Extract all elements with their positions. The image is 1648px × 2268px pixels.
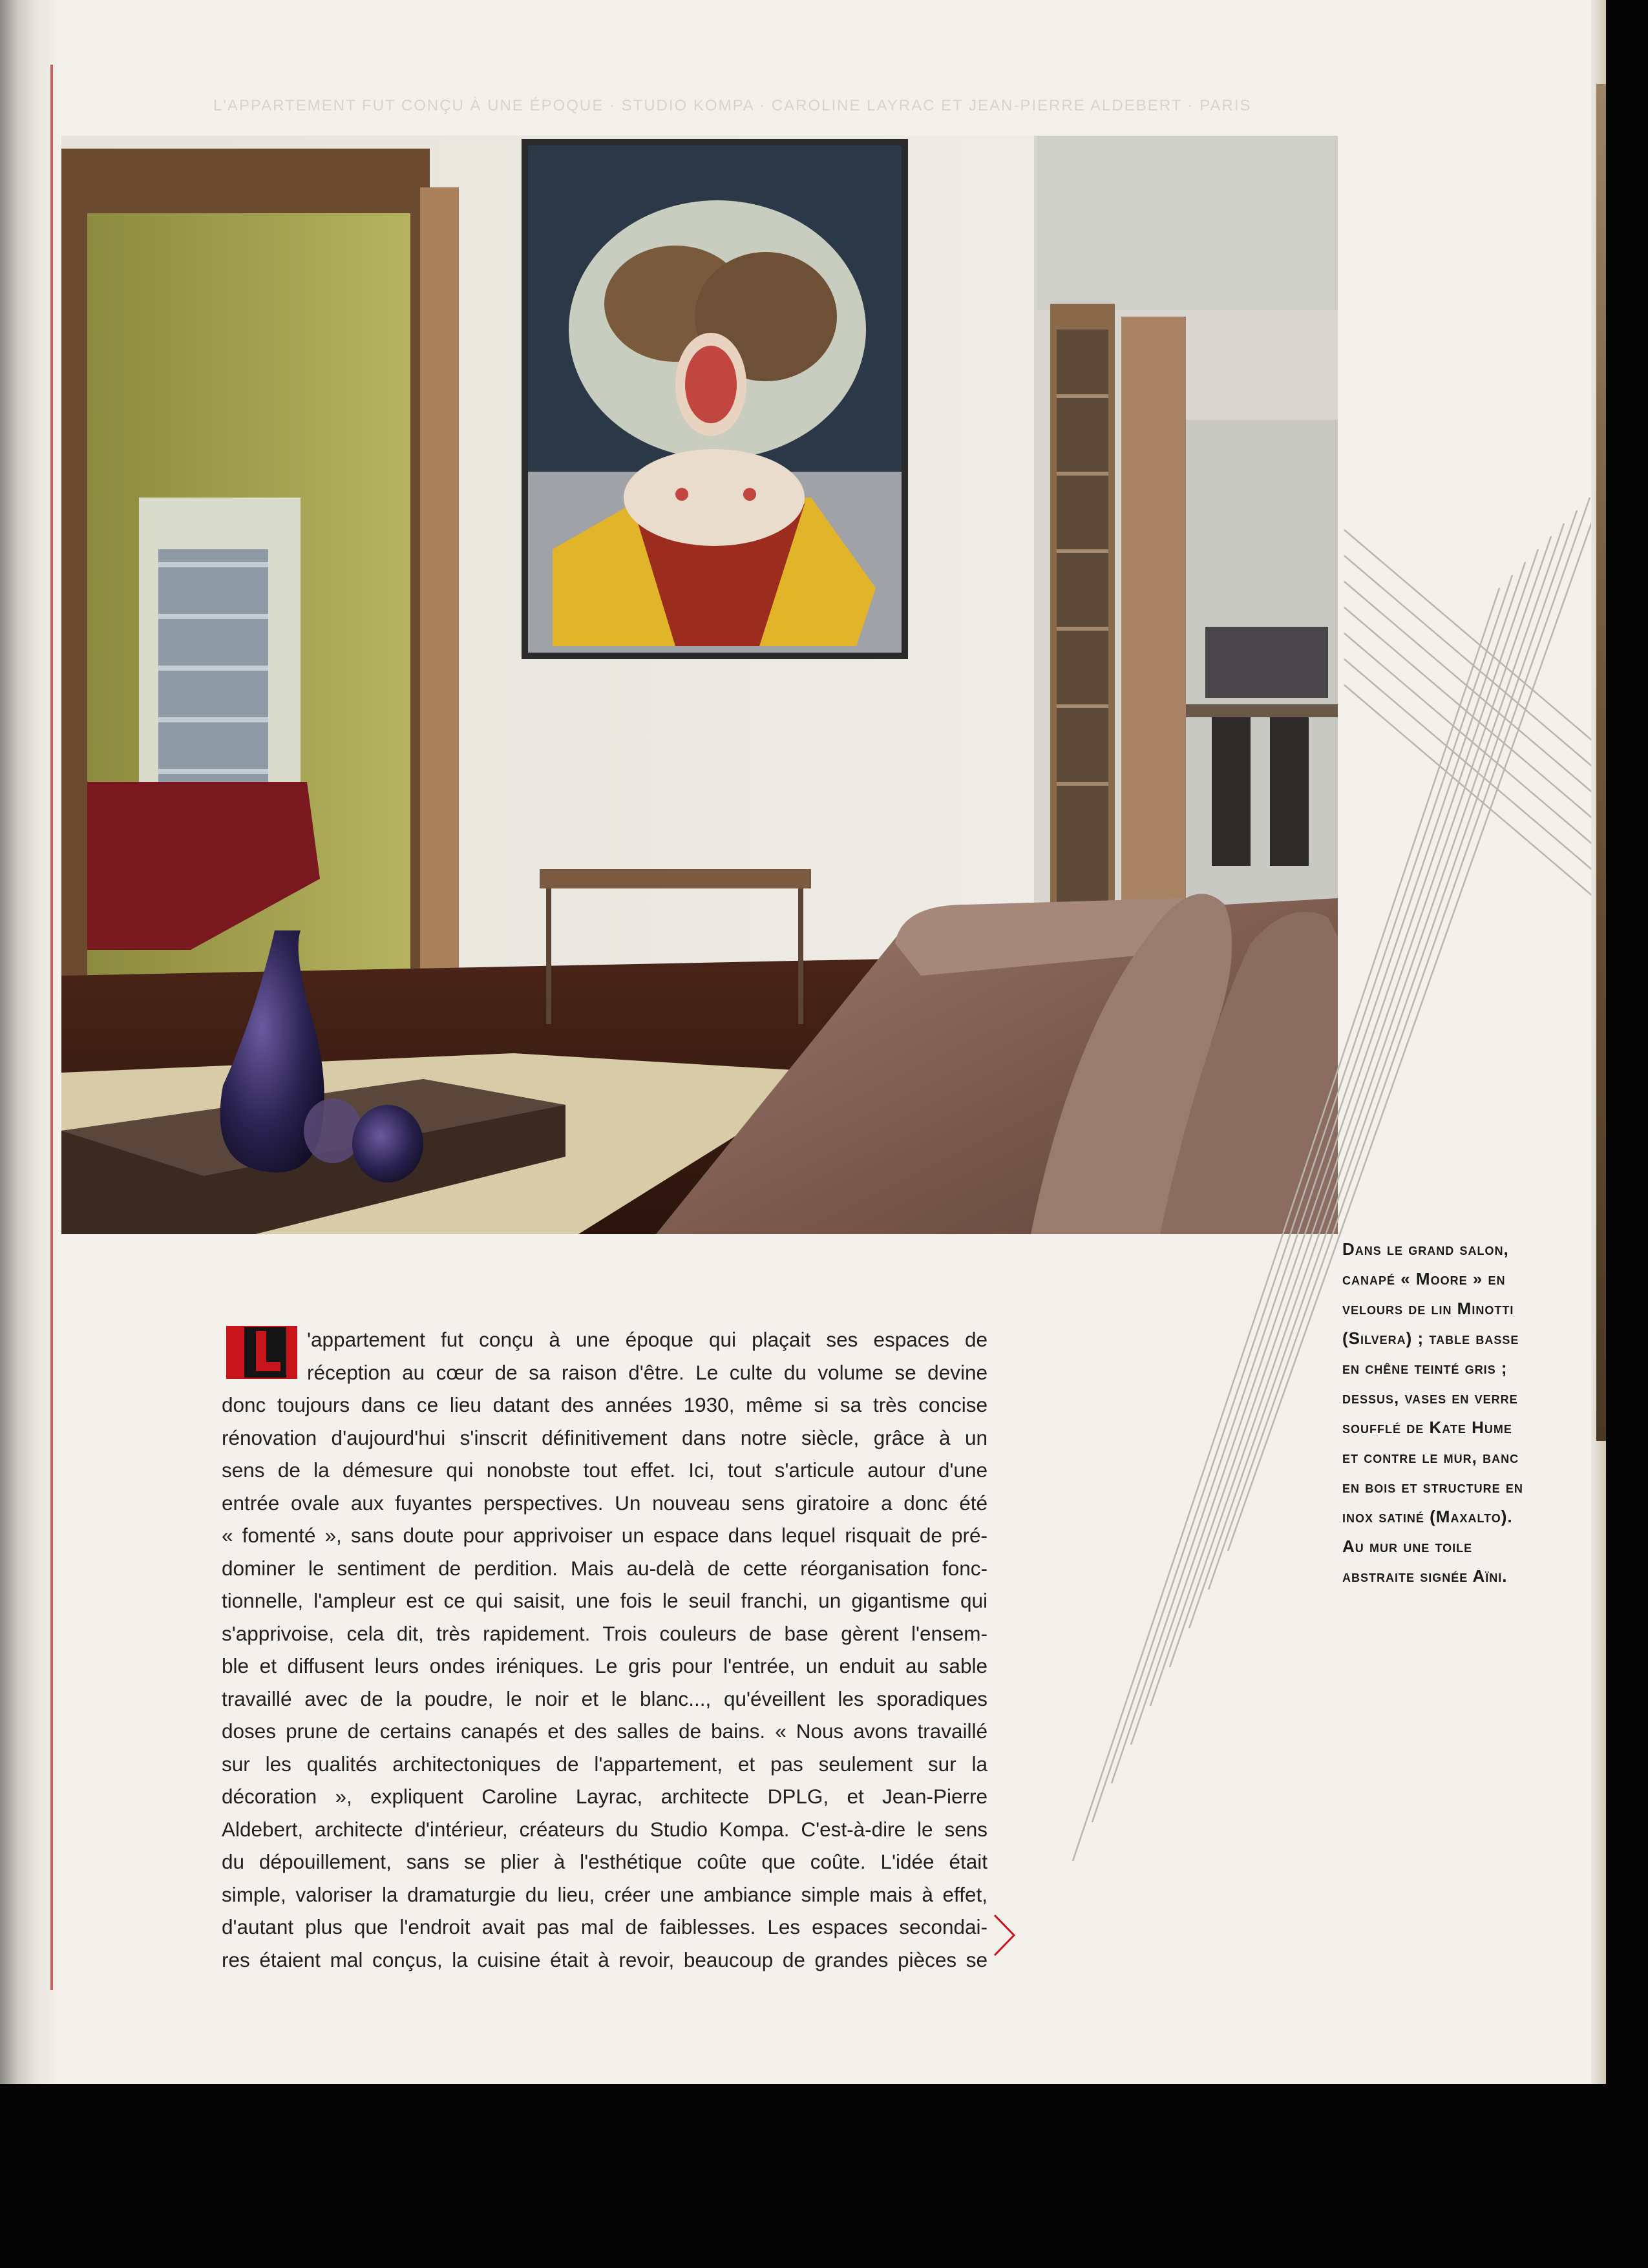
article-line: travaillé avec de la poudre, le noir et le blanc..., qu'éveillent les sporadiques	[222, 1686, 988, 1710]
caption-line: inox satiné (Maxalto).	[1342, 1507, 1513, 1526]
next-page-photo	[1596, 84, 1606, 1441]
caption-line: Au mur une toile	[1342, 1537, 1473, 1556]
caption-line: Dans le grand salon,	[1342, 1239, 1509, 1259]
photo-caption	[1342, 1234, 1562, 1591]
article-line: doses prune de certains canapés et des salles de bains. « Nous avons travaillé	[222, 1719, 988, 1743]
caption-line: canapé « Moore » en	[1342, 1269, 1506, 1288]
running-header: L'APPARTEMENT FUT CONÇU À UNE ÉPOQUE · STUDIO KOMPA · CAROLINE LAYRAC ET JEAN-PIERRE ALDEBERT · PARIS	[213, 97, 1252, 114]
caption-line: velours de lin Minotti	[1342, 1299, 1514, 1318]
article-line: res étaient mal conçus, la cuisine était à revoir, beaucoup de grandes pièces se	[222, 1948, 988, 1971]
article-line: rénovation d'aujourd'hui s'inscrit définitivement dans notre siècle, grâce à un	[222, 1425, 988, 1449]
article-line: tionnelle, l'ampleur est ce qui saisit, une fois le seuil franchi, un gigantisme qui	[222, 1589, 988, 1612]
article-line: sens de la démesure qui nonobste tout effet. Ici, tout s'articule autour d'une	[222, 1458, 988, 1482]
article-line: simple, valoriser la dramaturgie du lieu, créer une ambiance simple mais à effet,	[222, 1882, 988, 1906]
article-body	[222, 1323, 988, 1976]
article-line: entrée ovale aux fuyantes perspectives. Un nouveau sens giratoire a donc été	[222, 1491, 988, 1515]
article-line: réception au cœur de sa raison d'être. Le culte du volume se devine	[307, 1360, 988, 1384]
article-line: Aldebert, architecte d'intérieur, créateurs du Studio Kompa. C'est-à-dire le sens	[222, 1817, 988, 1841]
caption-line: soufflé de Kate Hume	[1342, 1418, 1512, 1437]
caption-line: en chêne teinté gris ;	[1342, 1358, 1508, 1378]
article-line: dominer le sentiment de perdition. Mais au-delà de cette réorganisation fonc-	[222, 1556, 988, 1580]
caption-line: dessus, vases en verre	[1342, 1388, 1518, 1407]
article-line: du dépouillement, sans se plier à l'esthétique coûte que coûte. L'idée était	[222, 1850, 988, 1873]
drop-cap-letter: L	[244, 1327, 286, 1378]
article-line: décoration », expliquent Caroline Layrac, architecte DPLG, et Jean-Pierre	[222, 1785, 988, 1808]
article-line: ble et diffusent leurs ondes iréniques. Le gris pour l'entrée, un enduit au sable	[222, 1654, 988, 1677]
article-line: donc toujours dans ce lieu datant des années 1930, même si sa très concise	[222, 1393, 988, 1416]
article-line: « fomenté », sans doute pour apprivoiser un espace dans lequel risquait de pré-	[222, 1524, 988, 1547]
page-binding	[0, 0, 61, 2084]
article-line: 'appartement fut conçu à une époque qui plaçait ses espaces de	[307, 1328, 988, 1351]
living-room-photo	[61, 136, 1338, 1234]
article-line: sur les qualités architectoniques de l'appartement, et pas seulement sur la	[222, 1752, 988, 1776]
caption-line: en bois et structure en	[1342, 1477, 1523, 1496]
article-line: d'autant plus que l'endroit avait pas mal de faiblesses. Les espaces secondai-	[222, 1915, 988, 1938]
caption-line: abstraite signée Aïni.	[1342, 1566, 1508, 1586]
caption-line: (Silvera) ; table basse	[1342, 1328, 1519, 1348]
continue-arrow-icon	[992, 1913, 1018, 1958]
article-line: s'apprivoise, cela dit, très rapidement. Trois couleurs de base gèrent l'ensem-	[222, 1621, 988, 1645]
caption-line: et contre le mur, banc	[1342, 1447, 1519, 1467]
